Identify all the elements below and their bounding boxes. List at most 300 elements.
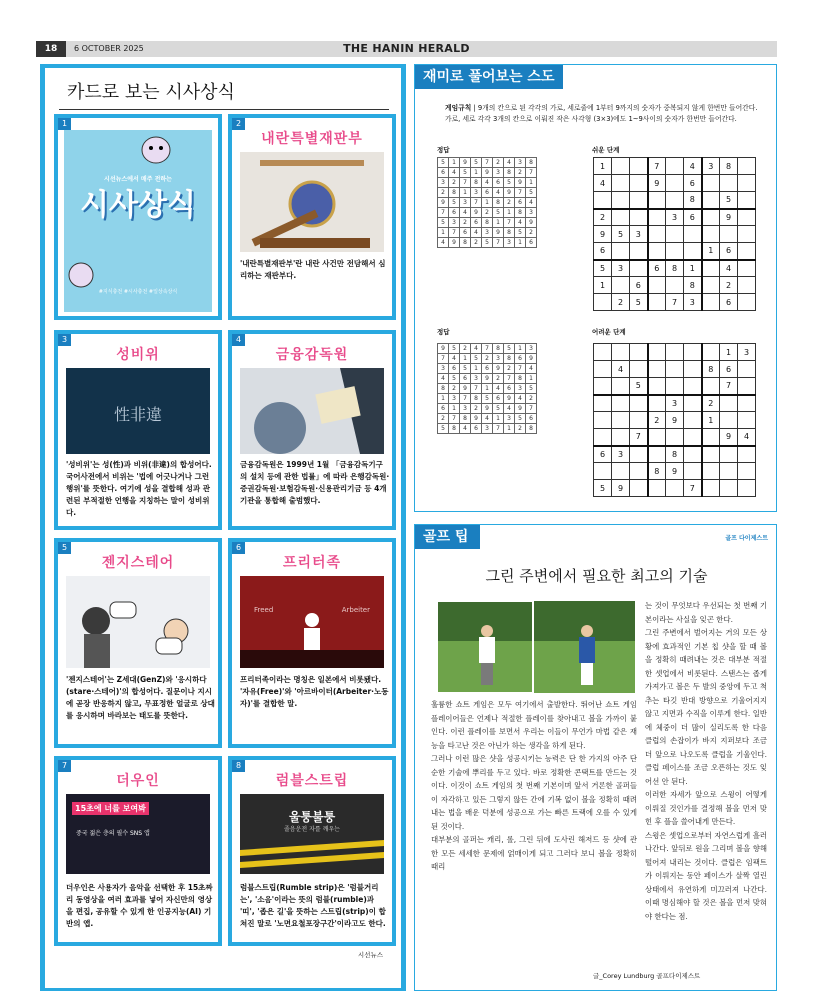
sudoku-cell: 7	[438, 208, 449, 218]
easy-label: 쉬운 단계	[592, 146, 620, 154]
sudoku-cell: 2	[612, 294, 630, 311]
sudoku-cell: 4	[594, 175, 612, 192]
sudoku-cell	[666, 429, 684, 446]
sudoku-cell	[594, 463, 612, 480]
sudoku-cell: 8	[460, 414, 471, 424]
panel-title: 카드로 보는 시사상식	[67, 82, 235, 103]
sudoku-cell: 5	[460, 364, 471, 374]
sudoku-cell: 5	[438, 424, 449, 434]
sudoku-cell	[648, 209, 666, 226]
sudoku-cell: 6	[515, 354, 526, 364]
sudoku-cell	[738, 463, 756, 480]
sudoku-cell: 2	[504, 198, 515, 208]
sudoku-cell	[702, 480, 720, 497]
card-text: '젠지스테어'는 Z세대(GenZ)와 '응시하다(stare·스테어)'의 합성어다. 질문이나 지시에 곧장 반응하지 않고, 무표정한 얼굴로 상대를 응시하며 바라보는 태도를 뜻한다.	[66, 675, 215, 720]
sudoku-cell: 9	[482, 374, 493, 384]
sudoku-cell: 5	[493, 404, 504, 414]
sudoku-cell: 4	[482, 414, 493, 424]
sudoku-cell	[702, 463, 720, 480]
sudoku-cell: 1	[684, 260, 702, 277]
sudoku-cell: 5	[438, 218, 449, 228]
card-7	[54, 756, 222, 946]
sudoku-cell	[702, 294, 720, 311]
sudoku-cell	[738, 192, 756, 209]
sudoku-cell	[702, 192, 720, 209]
sudoku-cell	[738, 480, 756, 497]
sudoku-cell: 1	[515, 238, 526, 248]
sudoku-cell: 3	[504, 414, 515, 424]
sudoku-cell: 1	[702, 243, 720, 260]
card-number: 1	[58, 118, 71, 130]
sudoku-cell: 6	[438, 168, 449, 178]
credit: 시선뉴스	[357, 951, 383, 959]
sudoku-cell: 1	[702, 412, 720, 429]
sudoku-cell	[666, 226, 684, 243]
sudoku-heading: 재미로 풀어보는 스도쿠	[415, 65, 563, 89]
sudoku-cell: 8	[648, 463, 666, 480]
sudoku-cell: 6	[594, 446, 612, 463]
sudoku-cell: 5	[526, 188, 537, 198]
sudoku-cell: 1	[460, 188, 471, 198]
sudoku-cell: 2	[493, 158, 504, 168]
sudoku-cell: 2	[482, 354, 493, 364]
easy-grid	[593, 157, 756, 311]
sudoku-cell	[648, 446, 666, 463]
sudoku-cell: 4	[460, 424, 471, 434]
sudoku-cell: 3	[684, 294, 702, 311]
sudoku-cell: 3	[738, 344, 756, 361]
sudoku-cell	[648, 294, 666, 311]
sudoku-cell: 1	[526, 178, 537, 188]
sudoku-cell: 9	[504, 188, 515, 198]
sudoku-cell: 7	[482, 158, 493, 168]
cover-title	[64, 188, 212, 224]
sudoku-cell: 7	[460, 394, 471, 404]
sudoku-cell	[684, 226, 702, 243]
sudoku-cell	[612, 175, 630, 192]
sudoku-cell	[738, 226, 756, 243]
sudoku-cell	[630, 463, 648, 480]
sudoku-cell: 8	[526, 158, 537, 168]
sudoku-cell: 1	[438, 394, 449, 404]
sudoku-cell	[738, 446, 756, 463]
sudoku-cell	[702, 344, 720, 361]
issue-date: 6 OCTOBER 2025	[74, 44, 144, 53]
sudoku-cell	[630, 361, 648, 378]
sudoku-cell	[666, 243, 684, 260]
sudoku-cell	[612, 277, 630, 294]
sudoku-cell: 4	[438, 238, 449, 248]
card-1	[54, 114, 222, 320]
sudoku-cell: 3	[482, 424, 493, 434]
ghost-icon	[136, 134, 176, 164]
sudoku-cell	[684, 378, 702, 395]
sudoku-cell: 5	[515, 414, 526, 424]
sudoku-cell: 5	[630, 378, 648, 395]
card-title: 젠지스테어	[101, 555, 175, 571]
golf-heading: 골프 팁	[415, 525, 480, 549]
sudoku-cell: 7	[504, 374, 515, 384]
sudoku-cell: 2	[594, 209, 612, 226]
sudoku-cell: 8	[471, 178, 482, 188]
sudoku-cell: 7	[449, 228, 460, 238]
golf-headline: 그린 주변에서 필요한 최고의 기술	[485, 567, 708, 585]
sudoku-cell: 1	[471, 364, 482, 374]
sudoku-cell: 1	[449, 404, 460, 414]
sudoku-cell: 9	[482, 168, 493, 178]
sudoku-cell	[720, 175, 738, 192]
sudoku-cell: 2	[720, 277, 738, 294]
sudoku-cell: 2	[515, 168, 526, 178]
sudoku-cell	[612, 344, 630, 361]
sudoku-cell: 5	[515, 228, 526, 238]
card-text: 프리터족이라는 명칭은 일본에서 비롯됐다. '자유(Free)'와 '아르바이터(Arbeiter·노동자)'를 결합한 말.	[240, 675, 389, 708]
sudoku-cell: 6	[648, 260, 666, 277]
sudoku-cell: 8	[482, 218, 493, 228]
sudoku-cell: 3	[460, 404, 471, 414]
card-title: 더우인	[116, 773, 160, 789]
sudoku-cell: 3	[504, 238, 515, 248]
sudoku-cell: 6	[526, 414, 537, 424]
sudoku-cell: 2	[460, 218, 471, 228]
golf-section	[414, 524, 777, 991]
sudoku-cell: 5	[438, 158, 449, 168]
sudoku-cell: 1	[493, 414, 504, 424]
sudoku-cell: 6	[515, 198, 526, 208]
sudoku-cell	[666, 378, 684, 395]
sudoku-cell: 6	[630, 277, 648, 294]
sudoku-cell: 4	[515, 394, 526, 404]
card-8	[228, 756, 396, 946]
card-number: 4	[232, 334, 245, 346]
sudoku-cell: 8	[493, 344, 504, 354]
sudoku-cell	[738, 294, 756, 311]
sudoku-cell: 7	[493, 238, 504, 248]
sudoku-cell: 2	[515, 424, 526, 434]
sudoku-cell: 9	[460, 384, 471, 394]
sudoku-cell	[702, 260, 720, 277]
sudoku-cell: 7	[460, 178, 471, 188]
sudoku-cell: 2	[526, 228, 537, 238]
sudoku-cell: 3	[460, 198, 471, 208]
sudoku-cell: 1	[504, 208, 515, 218]
sudoku-cell: 9	[720, 429, 738, 446]
cover-title-text: 시사상식	[80, 188, 196, 223]
sudoku-cell: 9	[449, 238, 460, 248]
sudoku-cell: 4	[449, 168, 460, 178]
card-6	[228, 538, 396, 748]
sudoku-cell: 1	[515, 344, 526, 354]
sudoku-cell: 7	[515, 188, 526, 198]
page-number: 18	[36, 41, 66, 57]
sudoku-cell	[720, 446, 738, 463]
sudoku-cell	[630, 243, 648, 260]
gavel-icon	[240, 152, 384, 252]
sudoku-cell	[630, 158, 648, 175]
sudoku-cell: 3	[438, 178, 449, 188]
sudoku-cell: 1	[504, 424, 515, 434]
sudoku-cell	[720, 480, 738, 497]
card-news-panel	[40, 64, 406, 991]
sudoku-cell	[702, 175, 720, 192]
sudoku-cell: 1	[438, 228, 449, 238]
sudoku-cell: 5	[612, 226, 630, 243]
sudoku-cell: 2	[702, 395, 720, 412]
sudoku-cell: 2	[526, 394, 537, 404]
sudoku-cell	[666, 361, 684, 378]
sudoku-cell	[738, 395, 756, 412]
sudoku-cell: 8	[460, 238, 471, 248]
sudoku-cell: 3	[666, 395, 684, 412]
sudoku-cell	[720, 463, 738, 480]
sudoku-cell: 4	[738, 429, 756, 446]
sudoku-cell: 2	[504, 364, 515, 374]
sudoku-cell: 6	[438, 404, 449, 414]
sudoku-cell: 6	[684, 175, 702, 192]
sudoku-cell	[702, 277, 720, 294]
card-text: 더우인은 사용자가 음악을 선택한 후 15초짜리 동영상을 여러 효과를 넣어 자신만의 영상을 편집, 공유할 수 있게 한 인공지능(AI) 기반의 앱.	[66, 883, 213, 928]
sudoku-cell	[630, 446, 648, 463]
sudoku-cell: 5	[504, 178, 515, 188]
sudoku-cell	[684, 243, 702, 260]
sudoku-cell: 7	[684, 480, 702, 497]
sudoku-cell	[666, 344, 684, 361]
sudoku-cell: 6	[684, 209, 702, 226]
sudoku-cell	[738, 277, 756, 294]
sudoku-cell: 3	[515, 384, 526, 394]
sudoku-cell	[648, 395, 666, 412]
sudoku-cell: 9	[594, 226, 612, 243]
sudoku-cell	[630, 175, 648, 192]
sudoku-cell: 8	[666, 260, 684, 277]
sudoku-cell	[738, 412, 756, 429]
card-number: 5	[58, 542, 71, 554]
sudoku-cell	[630, 192, 648, 209]
image-sub: 졸음운전 자를 깨우는	[284, 826, 340, 833]
cover-top: 시선뉴스에서 매주 전하는	[104, 176, 172, 183]
sudoku-cell: 7	[648, 158, 666, 175]
sudoku-cell: 4	[482, 178, 493, 188]
sudoku-cell: 8	[666, 446, 684, 463]
sudoku-cell: 4	[438, 374, 449, 384]
sudoku-cell: 8	[504, 168, 515, 178]
sudoku-cell	[702, 446, 720, 463]
sudoku-cell: 4	[515, 218, 526, 228]
sudoku-cell: 8	[449, 424, 460, 434]
card-4	[228, 330, 396, 530]
sudoku-cell	[684, 395, 702, 412]
sudoku-cell	[720, 226, 738, 243]
sudoku-section	[414, 64, 777, 512]
sudoku-cell: 8	[515, 208, 526, 218]
image-label-right: Arbeiter	[341, 606, 370, 614]
answer-grid-easy	[437, 157, 537, 248]
sudoku-cell: 9	[648, 175, 666, 192]
sudoku-cell: 4	[493, 188, 504, 198]
sudoku-cell	[612, 192, 630, 209]
card-5	[54, 538, 222, 748]
sudoku-cell: 7	[630, 429, 648, 446]
sudoku-cell: 2	[471, 238, 482, 248]
golf-byline: 글_Corey Lundburg 골프다이제스트	[593, 972, 701, 980]
sudoku-cell: 9	[515, 178, 526, 188]
sudoku-cell: 3	[515, 158, 526, 168]
sudoku-cell: 5	[460, 168, 471, 178]
sudoku-cell: 6	[504, 384, 515, 394]
sudoku-cell: 6	[594, 243, 612, 260]
card-number: 3	[58, 334, 71, 346]
sudoku-cell	[702, 226, 720, 243]
sudoku-cell	[594, 361, 612, 378]
sudoku-cell: 4	[471, 344, 482, 354]
sudoku-cell: 9	[493, 364, 504, 374]
sudoku-cell: 8	[515, 374, 526, 384]
card-text: '내란특별재판부'란 내란 사건만 전담해서 심리하는 재판부다.	[240, 259, 386, 280]
sudoku-cell	[630, 480, 648, 497]
sudoku-cell: 3	[471, 374, 482, 384]
sudoku-cell	[612, 243, 630, 260]
sudoku-cell: 5	[471, 354, 482, 364]
sudoku-cell: 9	[471, 208, 482, 218]
sudoku-cell: 6	[493, 178, 504, 188]
genz-image	[66, 576, 210, 668]
golf-paragraph-right: 는 것이 무엇보다 우선되는 첫 번째 기본이라는 사실을 잊곤 한다. 그린 주변에서 벌어지는 거의 모든 상황에 효과적인 기본 칩 샷을 할 때 볼을 정확히 때려내는 것은 대부분 적절한 셋업에서 비롯된다. 스탠스는 좁게 가져가고 볼은 두 발의 중앙에 두고 척추는 타깃 반대 방향으로 기울어지지 않고 지면과 수직을 이루게 한다. 일반에 체중이 더 많이 실리도록 한 다음 클럽의 손잡이가 바지 지퍼보다 조금 더 앞으로 나오도록 클럽을 기울인다. 클럽 페이스를 조금 오픈하는 것도 잊어선 안 된다. 이러한 자세가 앞으로 스윙이 어떻게 이뤄질 것인가를 결정해 볼을 먼저 맞힌 후 플을 쓸어내게 만든다. 스윙은 셋업으로부터 자연스럽게 흘러나간다. 앞뒤로 원을 그리며 볼을 향해 떨어져 내리는 것이다. 클럽은 임팩트가 이뤄지는 동안 페이스가 살짝 열린 상태에서 유연하게 미끄러져 나간다. 이때 명심해야 할 것은 볼을 먼저 맞혀야 한다는 점.	[645, 601, 767, 921]
answer-label-1: 정답	[437, 146, 450, 154]
sudoku-cell: 9	[515, 404, 526, 414]
sudoku-cell: 3	[438, 364, 449, 374]
sudoku-cell: 7	[720, 378, 738, 395]
sudoku-cell	[612, 412, 630, 429]
sudoku-cell: 4	[684, 158, 702, 175]
sudoku-cell	[666, 158, 684, 175]
card-number: 2	[232, 118, 245, 130]
sudoku-cell: 9	[438, 198, 449, 208]
sudoku-cell: 2	[438, 414, 449, 424]
sudoku-cell: 9	[471, 414, 482, 424]
card-2	[228, 114, 396, 320]
sudoku-cell	[684, 412, 702, 429]
sudoku-cell	[648, 378, 666, 395]
sudoku-cell	[630, 209, 648, 226]
golf-paragraph-left: 훌륭한 쇼트 게임은 모두 여기에서 출발한다. 뛰어난 쇼트 게임 플레이어들은 언제나 적절한 플레이를 찾아내고 볼을 가까이 붙인다. 이런 플레이를 보면서 우리는 이들이 무언가 마법 같은 재능을 타고난 것은 아닌가 하는 생각을 하게 된다. 그러나 이런 많은 샷을 성공시키는 능력은 단 한 가지의 아주 단순한 기술에 뿌리를 두고 있다. 바로 정확한 콘택트를 만드는 것이다. 이것이 쇼트 게임의 첫 번째 기본이며 앞서 거론한 골퍼들이 자각하고 있든 그렇지 않든 간에 기복 없이 볼을 정확히 때려내는 법을 배운 덕분에 성공으로 가는 빠른 트랙에 오를 수 있게 된 것이다. 대부분의 골퍼는 캐리, 롤, 그린 뒤에 도사린 해저드 등 샷에 관한 모든 세세한 문제에 얽매이게 되고 그러다 보니 볼을 정확히 때리	[431, 700, 637, 871]
sudoku-cell	[720, 412, 738, 429]
sudoku-cell: 9	[526, 354, 537, 364]
page-header	[36, 41, 777, 57]
sudoku-cell: 2	[471, 404, 482, 414]
sudoku-cell: 3	[666, 209, 684, 226]
card-number: 6	[232, 542, 245, 554]
rule-text: 9개의 칸으로 된 각각의 가로, 세로줄에 1부터 9까지의 숫자가 중복되지 않게 한번만 들어간다. 가로, 세로 각각 3개의 칸으로 이뤄진 작은 사각형 (3×3)에도 1~9사이의 숫자가 한번만 들어간다.	[445, 104, 758, 123]
image-label-left: Freed	[254, 606, 274, 614]
sudoku-cell	[648, 429, 666, 446]
sudoku-cell: 8	[438, 384, 449, 394]
sudoku-cell: 5	[482, 394, 493, 404]
sudoku-cell: 7	[526, 404, 537, 414]
masthead: THE HANIN HERALD	[343, 42, 470, 55]
sudoku-cell	[612, 378, 630, 395]
sudoku-cell	[738, 361, 756, 378]
sudoku-cell: 5	[526, 384, 537, 394]
sudoku-cell: 8	[449, 188, 460, 198]
sudoku-cell	[612, 463, 630, 480]
sudoku-cell: 7	[526, 168, 537, 178]
card-title: 프리터족	[282, 555, 342, 571]
sudoku-cell: 1	[594, 277, 612, 294]
sudoku-cell: 9	[460, 158, 471, 168]
sudoku-cell	[648, 480, 666, 497]
road-image	[240, 794, 384, 874]
sudoku-cell: 8	[702, 361, 720, 378]
sudoku-cell: 9	[504, 394, 515, 404]
sudoku-cell: 6	[720, 294, 738, 311]
sudoku-cell: 1	[526, 374, 537, 384]
sudoku-cell: 7	[449, 414, 460, 424]
dark-image	[66, 368, 210, 454]
image-headline: 15초에 너를 보여봐	[72, 802, 149, 815]
sudoku-cell: 7	[471, 198, 482, 208]
image-word: 性非違	[113, 405, 162, 424]
sudoku-cell: 6	[720, 361, 738, 378]
sudoku-cell	[702, 429, 720, 446]
sudoku-cell: 8	[493, 198, 504, 208]
sudoku-cell: 7	[438, 354, 449, 364]
card-3	[54, 330, 222, 530]
worker-icon	[240, 576, 384, 668]
rules: 게임규칙 | 9개의 칸으로 된 각각의 가로, 세로줄에 1부터 9까지의 숫자가 중복되지 않게 한번만 들어간다. 가로, 세로 각각 3개의 칸으로 이뤄진 작은 사각형 (3×3)에도 1~9사이의 숫자가 한번만 들어간다.	[445, 104, 758, 123]
card-title: 럼블스트립	[275, 773, 349, 789]
sudoku-cell: 5	[493, 208, 504, 218]
sudoku-cell: 3	[702, 158, 720, 175]
card-title: 금융감독원	[275, 347, 349, 363]
sudoku-cell: 4	[526, 364, 537, 374]
sudoku-cell: 9	[438, 344, 449, 354]
sudoku-cell: 1	[720, 344, 738, 361]
sudoku-cell: 3	[493, 354, 504, 364]
sudoku-cell: 6	[449, 208, 460, 218]
freeter-image	[240, 576, 384, 668]
sudoku-cell: 2	[648, 412, 666, 429]
sudoku-cell: 6	[526, 238, 537, 248]
sudoku-cell: 7	[504, 218, 515, 228]
sudoku-cell: 3	[526, 344, 537, 354]
sudoku-cell	[612, 395, 630, 412]
sudoku-cell: 5	[594, 260, 612, 277]
sudoku-cell	[648, 361, 666, 378]
cover-image	[64, 130, 212, 312]
sudoku-cell: 3	[612, 446, 630, 463]
sudoku-cell: 8	[684, 192, 702, 209]
sudoku-cell	[594, 378, 612, 395]
sphere-icon	[240, 368, 384, 454]
sudoku-cell: 5	[594, 480, 612, 497]
sudoku-cell	[720, 395, 738, 412]
sudoku-cell: 5	[504, 344, 515, 354]
sudoku-cell: 7	[515, 364, 526, 374]
sudoku-cell: 6	[720, 243, 738, 260]
sudoku-cell	[648, 277, 666, 294]
sudoku-cell: 4	[449, 354, 460, 364]
sudoku-cell: 5	[449, 374, 460, 384]
image-sub: 중국 젊은 층의 필수 SNS 앱	[76, 830, 150, 837]
rule-label: 게임규칙	[445, 104, 472, 112]
sudoku-cell: 3	[449, 218, 460, 228]
sudoku-cell: 4	[493, 384, 504, 394]
sudoku-cell	[702, 209, 720, 226]
answer-label-2: 정답	[437, 328, 450, 336]
sudoku-cell: 4	[460, 208, 471, 218]
sudoku-cell: 9	[493, 228, 504, 238]
sudoku-cell	[630, 412, 648, 429]
